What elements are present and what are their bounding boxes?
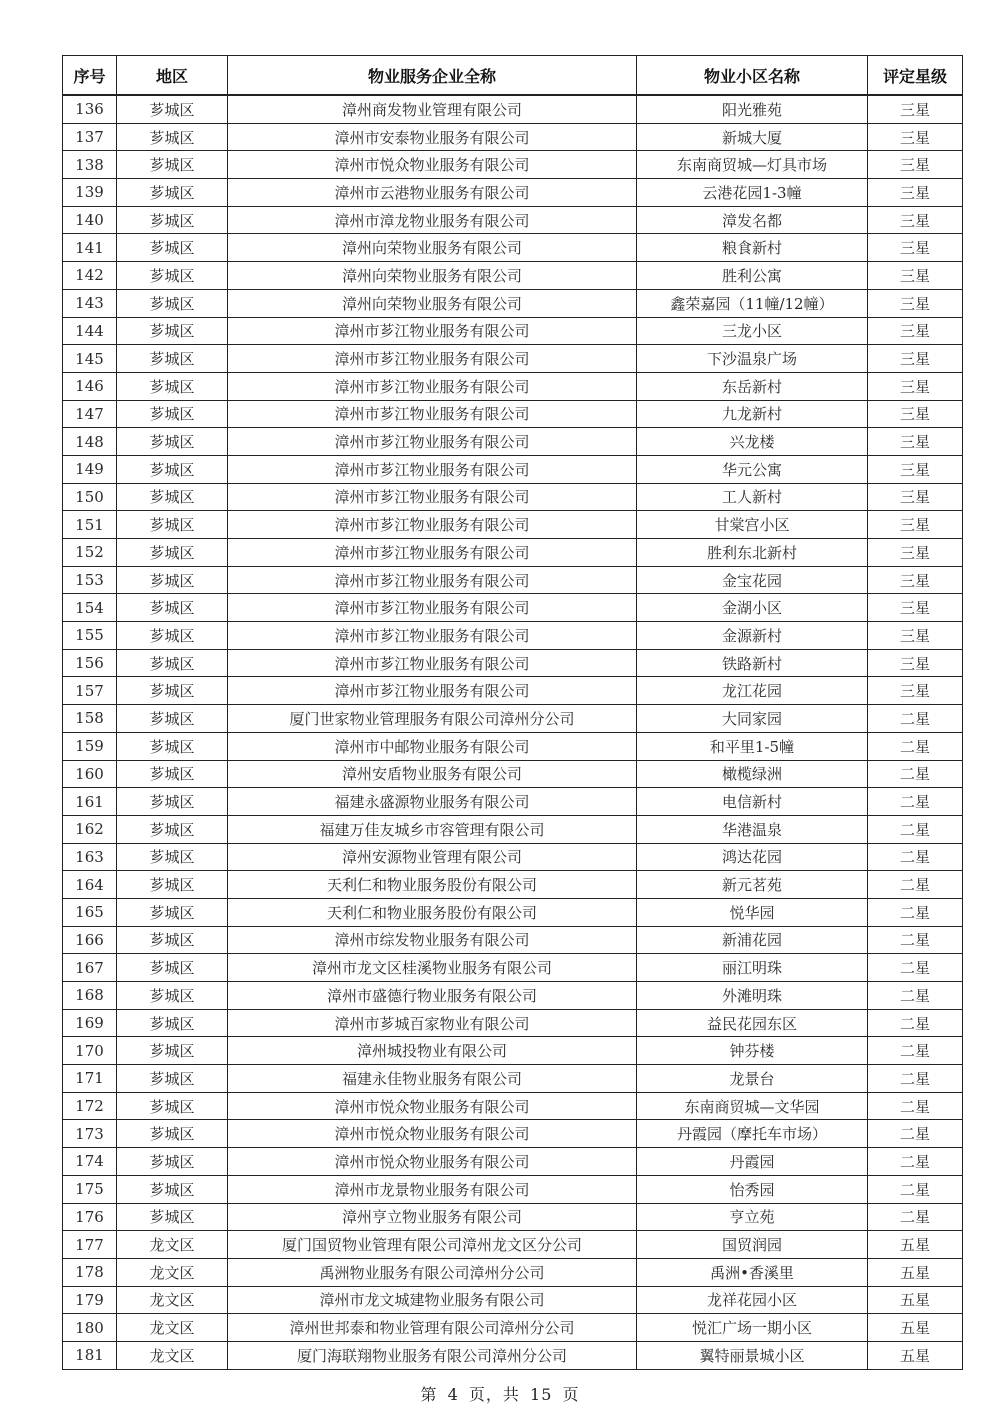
cell-company: 厦门海联翔物业服务有限公司漳州分公司 <box>228 1341 637 1369</box>
cell-index: 163 <box>63 843 117 871</box>
cell-company: 漳州市芗江物业服务有限公司 <box>228 317 637 345</box>
cell-index: 150 <box>63 483 117 511</box>
cell-rating: 三星 <box>868 179 963 207</box>
cell-district: 芗城区 <box>117 428 228 456</box>
table-row <box>63 622 963 650</box>
cell-rating: 五星 <box>868 1341 963 1369</box>
cell-index: 168 <box>63 982 117 1010</box>
table-row <box>63 566 963 594</box>
table-row <box>63 289 963 317</box>
cell-index: 167 <box>63 954 117 982</box>
cell-rating: 二星 <box>868 1037 963 1065</box>
cell-company: 福建永佳物业服务有限公司 <box>228 1065 637 1093</box>
table-row <box>63 898 963 926</box>
cell-index: 156 <box>63 649 117 677</box>
cell-company: 漳州市芗江物业服务有限公司 <box>228 539 637 567</box>
table-row <box>63 760 963 788</box>
cell-company: 漳州市悦众物业服务有限公司 <box>228 1148 637 1176</box>
table-row <box>63 1314 963 1342</box>
cell-company: 漳州向荣物业服务有限公司 <box>228 262 637 290</box>
table-row <box>63 234 963 262</box>
cell-rating: 三星 <box>868 566 963 594</box>
cell-index: 139 <box>63 179 117 207</box>
cell-rating: 二星 <box>868 1203 963 1231</box>
cell-rating: 三星 <box>868 123 963 151</box>
page-footer <box>0 1382 1000 1405</box>
table-row <box>63 594 963 622</box>
cell-community: 电信新村 <box>637 788 868 816</box>
cell-company: 漳州市芗江物业服务有限公司 <box>228 594 637 622</box>
table-row <box>63 1037 963 1065</box>
cell-index: 149 <box>63 455 117 483</box>
cell-company: 漳州世邦泰和物业管理有限公司漳州分公司 <box>228 1314 637 1342</box>
cell-district: 芗城区 <box>117 483 228 511</box>
cell-index: 137 <box>63 123 117 151</box>
cell-rating: 三星 <box>868 622 963 650</box>
cell-community: 东岳新村 <box>637 372 868 400</box>
cell-community: 金宝花园 <box>637 566 868 594</box>
cell-rating: 三星 <box>868 400 963 428</box>
cell-company: 漳州市芗江物业服务有限公司 <box>228 372 637 400</box>
cell-district: 龙文区 <box>117 1286 228 1314</box>
cell-community: 龙江花园 <box>637 677 868 705</box>
cell-district: 芗城区 <box>117 566 228 594</box>
cell-company: 禹洲物业服务有限公司漳州分公司 <box>228 1258 637 1286</box>
cell-district: 芗城区 <box>117 705 228 733</box>
cell-district: 芗城区 <box>117 594 228 622</box>
table-row <box>63 843 963 871</box>
cell-district: 芗城区 <box>117 954 228 982</box>
table-row <box>63 732 963 760</box>
cell-index: 179 <box>63 1286 117 1314</box>
cell-district: 芗城区 <box>117 123 228 151</box>
table-row <box>63 649 963 677</box>
cell-rating: 五星 <box>868 1286 963 1314</box>
cell-rating: 三星 <box>868 483 963 511</box>
table-row <box>63 151 963 179</box>
cell-rating: 二星 <box>868 898 963 926</box>
cell-community: 华港温泉 <box>637 815 868 843</box>
cell-district: 芗城区 <box>117 372 228 400</box>
cell-index: 157 <box>63 677 117 705</box>
cell-rating: 三星 <box>868 151 963 179</box>
cell-district: 芗城区 <box>117 898 228 926</box>
cell-community: 益民花园东区 <box>637 1009 868 1037</box>
cell-company: 漳州市芗江物业服务有限公司 <box>228 483 637 511</box>
table-row <box>63 1341 963 1369</box>
cell-rating: 五星 <box>868 1231 963 1259</box>
cell-index: 155 <box>63 622 117 650</box>
cell-index: 171 <box>63 1065 117 1093</box>
table-row <box>63 428 963 456</box>
cell-rating: 二星 <box>868 954 963 982</box>
cell-rating: 三星 <box>868 649 963 677</box>
cell-company: 漳州向荣物业服务有限公司 <box>228 289 637 317</box>
cell-district: 芗城区 <box>117 289 228 317</box>
cell-district: 芗城区 <box>117 815 228 843</box>
cell-index: 144 <box>63 317 117 345</box>
cell-community: 钟芬楼 <box>637 1037 868 1065</box>
cell-rating: 二星 <box>868 926 963 954</box>
cell-community: 兴龙楼 <box>637 428 868 456</box>
cell-index: 161 <box>63 788 117 816</box>
cell-company: 漳州市芗江物业服务有限公司 <box>228 511 637 539</box>
cell-company: 漳州市芗江物业服务有限公司 <box>228 677 637 705</box>
cell-district: 芗城区 <box>117 539 228 567</box>
cell-community: 云港花园1-3幢 <box>637 179 868 207</box>
cell-district: 芗城区 <box>117 179 228 207</box>
cell-district: 芗城区 <box>117 262 228 290</box>
cell-company: 漳州市龙文区桂溪物业服务有限公司 <box>228 954 637 982</box>
cell-district: 芗城区 <box>117 649 228 677</box>
cell-district: 芗城区 <box>117 1148 228 1176</box>
cell-district: 芗城区 <box>117 1120 228 1148</box>
cell-company: 福建永盛源物业服务有限公司 <box>228 788 637 816</box>
cell-index: 170 <box>63 1037 117 1065</box>
cell-district: 龙文区 <box>117 1314 228 1342</box>
cell-company: 漳州亨立物业服务有限公司 <box>228 1203 637 1231</box>
cell-index: 148 <box>63 428 117 456</box>
table-row <box>63 539 963 567</box>
header-community: 物业小区名称 <box>637 56 868 96</box>
cell-rating: 三星 <box>868 677 963 705</box>
cell-community: 铁路新村 <box>637 649 868 677</box>
table-row <box>63 123 963 151</box>
cell-district: 龙文区 <box>117 1341 228 1369</box>
footer-page-number: 4 <box>447 1385 459 1404</box>
cell-district: 芗城区 <box>117 788 228 816</box>
cell-district: 芗城区 <box>117 206 228 234</box>
cell-community: 和平里1-5幢 <box>637 732 868 760</box>
table-row <box>63 400 963 428</box>
header-index: 序号 <box>63 56 117 96</box>
cell-index: 164 <box>63 871 117 899</box>
cell-district: 芗城区 <box>117 151 228 179</box>
cell-index: 173 <box>63 1120 117 1148</box>
cell-rating: 三星 <box>868 317 963 345</box>
cell-community: 阳光雅苑 <box>637 95 868 123</box>
cell-index: 177 <box>63 1231 117 1259</box>
cell-company: 漳州市龙文城建物业服务有限公司 <box>228 1286 637 1314</box>
cell-community: 东南商贸城—文华园 <box>637 1092 868 1120</box>
cell-rating: 三星 <box>868 511 963 539</box>
table-row <box>63 1148 963 1176</box>
cell-company: 漳州市芗江物业服务有限公司 <box>228 455 637 483</box>
cell-district: 芗城区 <box>117 622 228 650</box>
header-district: 地区 <box>117 56 228 96</box>
cell-rating: 二星 <box>868 982 963 1010</box>
cell-community: 丹霞园 <box>637 1148 868 1176</box>
table-row <box>63 179 963 207</box>
cell-rating: 五星 <box>868 1314 963 1342</box>
cell-district: 芗城区 <box>117 317 228 345</box>
cell-company: 漳州市芗江物业服务有限公司 <box>228 649 637 677</box>
cell-index: 178 <box>63 1258 117 1286</box>
cell-district: 芗城区 <box>117 732 228 760</box>
cell-community: 禹洲•香溪里 <box>637 1258 868 1286</box>
cell-community: 丽江明珠 <box>637 954 868 982</box>
cell-rating: 二星 <box>868 760 963 788</box>
cell-index: 153 <box>63 566 117 594</box>
cell-rating: 二星 <box>868 815 963 843</box>
cell-company: 漳州市悦众物业服务有限公司 <box>228 151 637 179</box>
cell-rating: 三星 <box>868 372 963 400</box>
cell-community: 悦华园 <box>637 898 868 926</box>
cell-rating: 二星 <box>868 705 963 733</box>
table-row <box>63 871 963 899</box>
cell-company: 漳州安盾物业服务有限公司 <box>228 760 637 788</box>
cell-rating: 二星 <box>868 871 963 899</box>
cell-community: 鸿达花园 <box>637 843 868 871</box>
cell-community: 金湖小区 <box>637 594 868 622</box>
table-row <box>63 1231 963 1259</box>
cell-community: 胜利东北新村 <box>637 539 868 567</box>
cell-community: 丹霞园（摩托车市场） <box>637 1120 868 1148</box>
cell-index: 172 <box>63 1092 117 1120</box>
cell-company: 厦门国贸物业管理有限公司漳州龙文区分公司 <box>228 1231 637 1259</box>
cell-rating: 三星 <box>868 539 963 567</box>
cell-district: 芗城区 <box>117 1037 228 1065</box>
cell-district: 芗城区 <box>117 677 228 705</box>
cell-community: 甘棠宫小区 <box>637 511 868 539</box>
cell-rating: 三星 <box>868 289 963 317</box>
cell-district: 芗城区 <box>117 1175 228 1203</box>
cell-district: 芗城区 <box>117 234 228 262</box>
cell-community: 悦汇广场一期小区 <box>637 1314 868 1342</box>
cell-rating: 三星 <box>868 455 963 483</box>
table-row <box>63 483 963 511</box>
table-row <box>63 1258 963 1286</box>
cell-index: 174 <box>63 1148 117 1176</box>
cell-company: 天利仁和物业服务股份有限公司 <box>228 871 637 899</box>
cell-community: 龙景台 <box>637 1065 868 1093</box>
cell-index: 165 <box>63 898 117 926</box>
cell-index: 138 <box>63 151 117 179</box>
cell-company: 漳州市盛德行物业服务有限公司 <box>228 982 637 1010</box>
cell-rating: 二星 <box>868 1120 963 1148</box>
table-row <box>63 815 963 843</box>
table-row <box>63 1286 963 1314</box>
cell-district: 芗城区 <box>117 1203 228 1231</box>
table-row <box>63 455 963 483</box>
cell-company: 漳州市芗城百家物业有限公司 <box>228 1009 637 1037</box>
table-row <box>63 95 963 123</box>
cell-district: 芗城区 <box>117 1065 228 1093</box>
cell-index: 166 <box>63 926 117 954</box>
footer-middle: 页，共 <box>468 1385 520 1404</box>
cell-company: 漳州市漳龙物业服务有限公司 <box>228 206 637 234</box>
cell-community: 新元茗苑 <box>637 871 868 899</box>
cell-community: 鑫荣嘉园（11幢/12幢） <box>637 289 868 317</box>
table-row <box>63 262 963 290</box>
cell-company: 漳州市芗江物业服务有限公司 <box>228 622 637 650</box>
cell-rating: 二星 <box>868 1175 963 1203</box>
footer-total-pages: 15 <box>530 1385 553 1404</box>
cell-index: 162 <box>63 815 117 843</box>
cell-community: 新浦花园 <box>637 926 868 954</box>
cell-community: 怡秀园 <box>637 1175 868 1203</box>
cell-index: 151 <box>63 511 117 539</box>
cell-rating: 二星 <box>868 843 963 871</box>
footer-suffix: 页 <box>562 1385 580 1404</box>
cell-district: 芗城区 <box>117 843 228 871</box>
table-row <box>63 982 963 1010</box>
cell-company: 漳州市芗江物业服务有限公司 <box>228 400 637 428</box>
cell-company: 漳州市中邮物业服务有限公司 <box>228 732 637 760</box>
cell-rating: 三星 <box>868 428 963 456</box>
cell-index: 143 <box>63 289 117 317</box>
cell-index: 136 <box>63 95 117 123</box>
cell-community: 大同家园 <box>637 705 868 733</box>
cell-community: 三龙小区 <box>637 317 868 345</box>
cell-company: 漳州商发物业管理有限公司 <box>228 95 637 123</box>
table-header-row <box>63 56 963 96</box>
cell-community: 新城大厦 <box>637 123 868 151</box>
cell-index: 175 <box>63 1175 117 1203</box>
cell-rating: 二星 <box>868 1092 963 1120</box>
cell-company: 福建万佳友城乡市容管理有限公司 <box>228 815 637 843</box>
cell-community: 橄榄绿洲 <box>637 760 868 788</box>
cell-community: 东南商贸城—灯具市场 <box>637 151 868 179</box>
cell-community: 胜利公寓 <box>637 262 868 290</box>
cell-index: 160 <box>63 760 117 788</box>
cell-community: 国贸润园 <box>637 1231 868 1259</box>
cell-index: 140 <box>63 206 117 234</box>
cell-company: 漳州安源物业管理有限公司 <box>228 843 637 871</box>
cell-community: 亨立苑 <box>637 1203 868 1231</box>
cell-index: 146 <box>63 372 117 400</box>
cell-rating: 二星 <box>868 1065 963 1093</box>
cell-district: 芗城区 <box>117 95 228 123</box>
cell-rating: 三星 <box>868 95 963 123</box>
cell-index: 145 <box>63 345 117 373</box>
cell-district: 芗城区 <box>117 1092 228 1120</box>
cell-rating: 三星 <box>868 594 963 622</box>
cell-district: 芗城区 <box>117 760 228 788</box>
cell-community: 翼特丽景城小区 <box>637 1341 868 1369</box>
cell-district: 芗城区 <box>117 982 228 1010</box>
cell-community: 下沙温泉广场 <box>637 345 868 373</box>
cell-rating: 二星 <box>868 788 963 816</box>
cell-community: 龙祥花园小区 <box>637 1286 868 1314</box>
cell-company: 漳州市芗江物业服务有限公司 <box>228 428 637 456</box>
cell-community: 华元公寓 <box>637 455 868 483</box>
cell-district: 芗城区 <box>117 400 228 428</box>
cell-rating: 三星 <box>868 234 963 262</box>
table-row <box>63 1065 963 1093</box>
table-row <box>63 788 963 816</box>
cell-index: 147 <box>63 400 117 428</box>
cell-rating: 三星 <box>868 206 963 234</box>
cell-community: 漳发名都 <box>637 206 868 234</box>
cell-index: 142 <box>63 262 117 290</box>
table-row <box>63 705 963 733</box>
header-company: 物业服务企业全称 <box>228 56 637 96</box>
cell-company: 漳州市综发物业服务有限公司 <box>228 926 637 954</box>
cell-rating: 二星 <box>868 1009 963 1037</box>
cell-rating: 五星 <box>868 1258 963 1286</box>
table-row <box>63 1092 963 1120</box>
table-row <box>63 345 963 373</box>
cell-company: 漳州市龙景物业服务有限公司 <box>228 1175 637 1203</box>
cell-community: 金源新村 <box>637 622 868 650</box>
table-row <box>63 1203 963 1231</box>
cell-index: 152 <box>63 539 117 567</box>
cell-rating: 二星 <box>868 732 963 760</box>
table-body <box>63 95 963 1369</box>
cell-index: 180 <box>63 1314 117 1342</box>
cell-community: 外滩明珠 <box>637 982 868 1010</box>
cell-company: 漳州市芗江物业服务有限公司 <box>228 566 637 594</box>
table-row <box>63 677 963 705</box>
cell-company: 漳州城投物业有限公司 <box>228 1037 637 1065</box>
cell-company: 漳州市悦众物业服务有限公司 <box>228 1120 637 1148</box>
cell-index: 154 <box>63 594 117 622</box>
cell-district: 芗城区 <box>117 511 228 539</box>
cell-district: 芗城区 <box>117 871 228 899</box>
cell-index: 158 <box>63 705 117 733</box>
table-row <box>63 1009 963 1037</box>
cell-company: 漳州市云港物业服务有限公司 <box>228 179 637 207</box>
cell-district: 芗城区 <box>117 345 228 373</box>
table-row <box>63 317 963 345</box>
cell-district: 芗城区 <box>117 455 228 483</box>
table-row <box>63 1120 963 1148</box>
cell-district: 龙文区 <box>117 1258 228 1286</box>
cell-rating: 三星 <box>868 262 963 290</box>
cell-community: 九龙新村 <box>637 400 868 428</box>
cell-company: 漳州市悦众物业服务有限公司 <box>228 1092 637 1120</box>
footer-prefix: 第 <box>420 1385 438 1404</box>
table-row <box>63 372 963 400</box>
cell-community: 粮食新村 <box>637 234 868 262</box>
cell-index: 141 <box>63 234 117 262</box>
star-rating-table <box>62 55 963 1370</box>
table-row <box>63 954 963 982</box>
cell-district: 芗城区 <box>117 926 228 954</box>
table-row <box>63 206 963 234</box>
table-row <box>63 1175 963 1203</box>
cell-company: 天利仁和物业服务股份有限公司 <box>228 898 637 926</box>
cell-company: 漳州市芗江物业服务有限公司 <box>228 345 637 373</box>
cell-community: 工人新村 <box>637 483 868 511</box>
cell-rating: 三星 <box>868 345 963 373</box>
cell-rating: 二星 <box>868 1148 963 1176</box>
header-rating: 评定星级 <box>868 56 963 96</box>
cell-company: 厦门世家物业管理服务有限公司漳州分公司 <box>228 705 637 733</box>
cell-district: 龙文区 <box>117 1231 228 1259</box>
table-row <box>63 511 963 539</box>
cell-index: 159 <box>63 732 117 760</box>
cell-company: 漳州市安泰物业服务有限公司 <box>228 123 637 151</box>
table-row <box>63 926 963 954</box>
cell-index: 181 <box>63 1341 117 1369</box>
cell-district: 芗城区 <box>117 1009 228 1037</box>
cell-index: 169 <box>63 1009 117 1037</box>
cell-index: 176 <box>63 1203 117 1231</box>
cell-company: 漳州向荣物业服务有限公司 <box>228 234 637 262</box>
